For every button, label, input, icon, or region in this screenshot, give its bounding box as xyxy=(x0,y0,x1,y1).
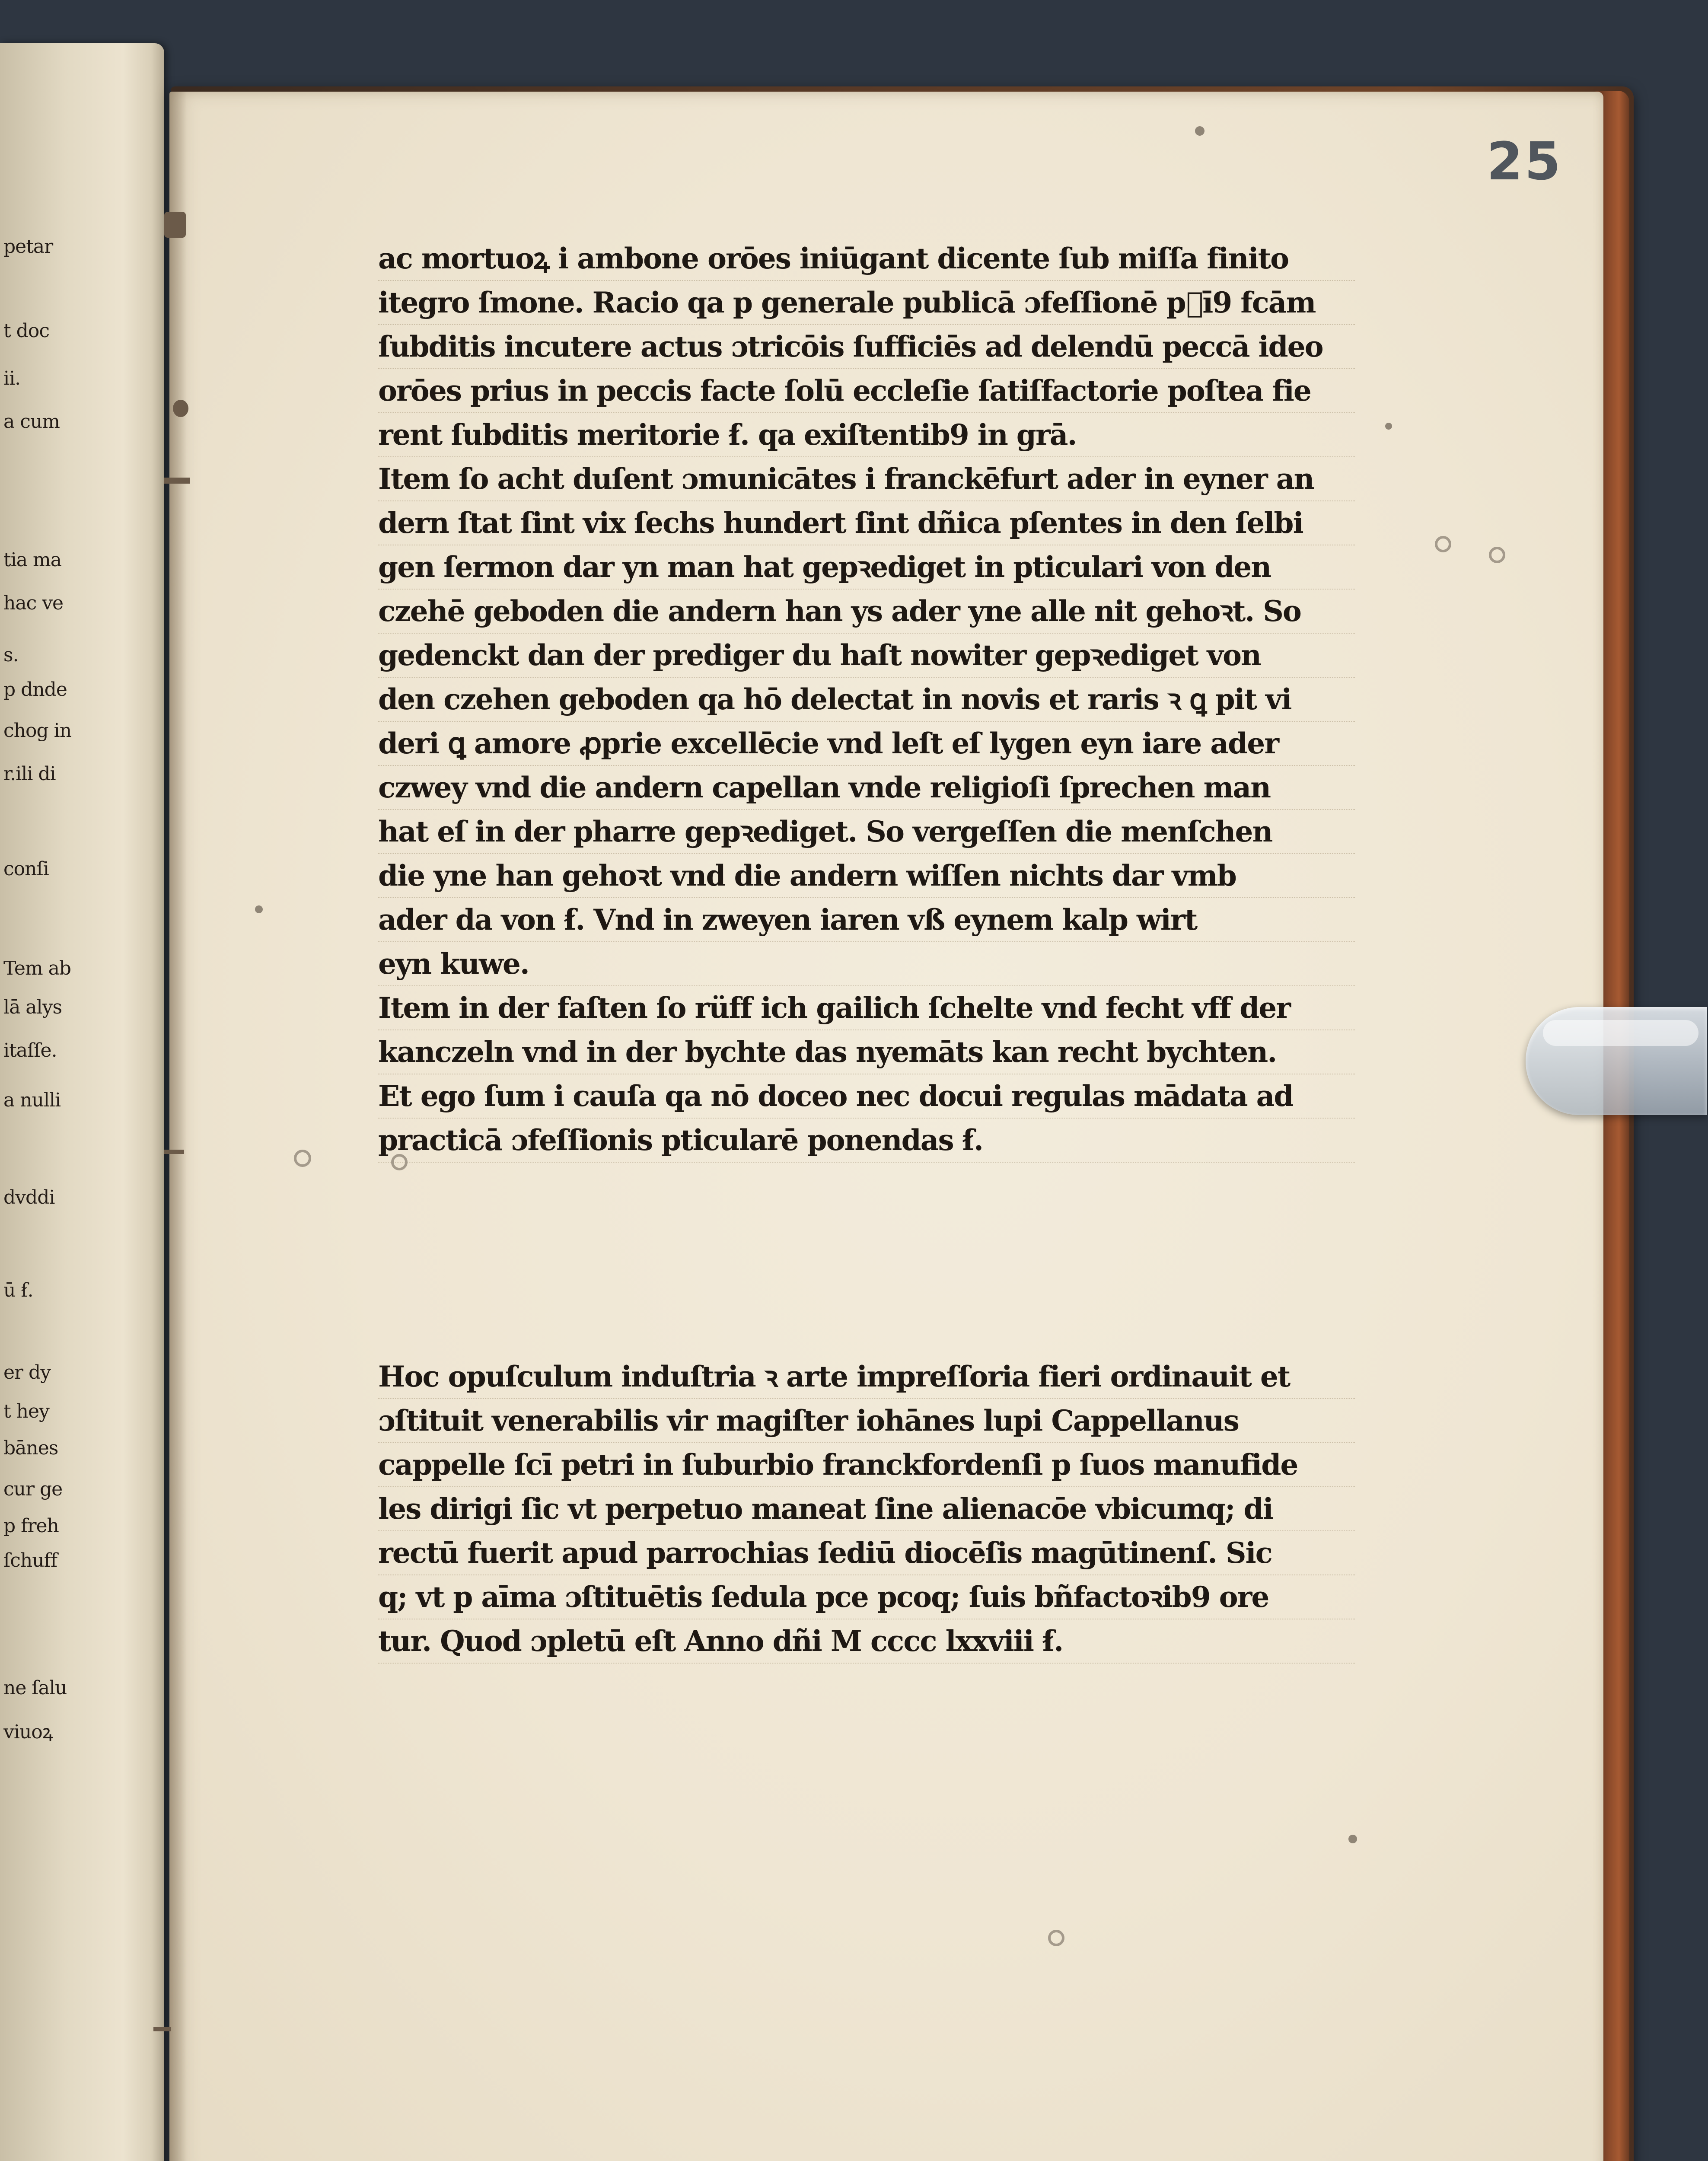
colophon-block xyxy=(378,1355,1355,1664)
text-line: eyn kuwe. xyxy=(378,942,1355,986)
left-page-fragment: Tem ab xyxy=(3,957,71,979)
text-line: Item ſo acht duſent ɔmunicātes i franckēfurt ader in eyner an xyxy=(378,457,1355,501)
text-line: dern ſtat ſint vix ſechs hundert ſint dñica pſentes in den ſelbi xyxy=(378,501,1355,545)
left-page xyxy=(0,43,164,2161)
text-line: practicā ɔfeſſionis pticularē ponendas ẜ. xyxy=(378,1119,1355,1163)
page-speck xyxy=(1385,423,1392,430)
text-line: kanczeln vnd in der bychte das nyemāts kan recht bychten. xyxy=(378,1030,1355,1074)
clip-highlight xyxy=(1543,1020,1698,1046)
left-page-fragment: p freh xyxy=(3,1515,59,1537)
page-speck xyxy=(1195,126,1205,136)
page-speck xyxy=(294,1150,311,1167)
page-speck xyxy=(1435,536,1451,552)
left-page-fragment: ſchuff xyxy=(3,1549,57,1571)
text-line: hat eſ in der pharre gepꝛediget. So vergeſſen die menſchen xyxy=(378,810,1355,854)
left-page-fragment: cur ge xyxy=(3,1478,63,1500)
left-page-fragment: t doc xyxy=(3,320,49,342)
left-page-fragment: hac ve xyxy=(3,592,64,614)
folio-number: 25 xyxy=(1487,132,1562,192)
text-line: ſubditis incutere actus ɔtricōis ſufficiēs ad delendū peccā ideo xyxy=(378,325,1355,369)
left-page-fragment: a nulli xyxy=(3,1089,61,1111)
left-page-fragment: ii. xyxy=(3,367,21,389)
binding-thread xyxy=(164,478,190,484)
main-text-block xyxy=(378,237,1355,1163)
left-page-fragment: tia ma xyxy=(3,549,61,571)
text-line: die yne han gehoꝛt vnd die andern wiſſen nichts dar vmb xyxy=(378,854,1355,898)
left-page-fragment: a cum xyxy=(3,411,60,433)
binding-thread xyxy=(173,400,188,417)
page-speck xyxy=(255,905,263,913)
page-speck xyxy=(1489,547,1505,563)
text-line: rectū fuerit apud parrochias ſediū diocēſis magūtinenſ. Sic xyxy=(378,1531,1355,1575)
left-page-fragment: petar xyxy=(3,236,53,258)
text-line: orōes prius in peccis facte ſolū eccleſie ſatiſfactorie poſtea fie xyxy=(378,369,1355,413)
text-line: les dirigi ſic vt perpetuo maneat ſine alienacōe vbicumq; di xyxy=(378,1487,1355,1531)
left-page-fragment: lā alys xyxy=(3,996,62,1018)
text-line: den czehen geboden qa hō delectat in novis et raris ꝛ ꝗ pit vi xyxy=(378,678,1355,722)
left-page-fragment: r.ili di xyxy=(3,763,56,785)
left-page-fragment: conſi xyxy=(3,858,49,880)
page-speck xyxy=(391,1154,408,1170)
left-page-fragment: s. xyxy=(3,644,19,666)
left-page-fragment: dvddi xyxy=(3,1186,55,1208)
left-page-fragment: bānes xyxy=(3,1437,58,1459)
text-line: czwey vnd die andern capellan vnde religioſi ſprechen man xyxy=(378,766,1355,810)
left-page-fragment: ū ẜ. xyxy=(3,1279,33,1301)
binding-thread xyxy=(153,2027,171,2031)
text-line: itegro ſmone. Racio qa p generale publicā ɔfeſſionē p᷑ī9 fcām xyxy=(378,281,1355,325)
text-line: ac mortuoꝝ i ambone orōes iniūgant dicente ſub miſſa finito xyxy=(378,237,1355,281)
text-line: gedenckt dan der prediger du haſt nowiter gepꝛediget von xyxy=(378,634,1355,678)
left-page-fragment: ne ſalu xyxy=(3,1677,67,1699)
left-page-fragment: viuoꝝ xyxy=(3,1721,53,1743)
text-line: Item in der faſten ſo rüff ich gailich ſchelte vnd fecht vff der xyxy=(378,986,1355,1030)
text-line: ɔſtituit venerabilis vir magiſter iohānes lupi Cappellanus xyxy=(378,1399,1355,1443)
binding-thread xyxy=(164,1150,184,1154)
text-line: Et ego ſum i cauſa qa nō doceo nec docui regulas mādata ad xyxy=(378,1074,1355,1119)
text-line: cappelle ſcī petri in ſuburbio franckfordenſi p ſuos manufide xyxy=(378,1443,1355,1487)
left-page-fragment: t hey xyxy=(3,1400,49,1422)
left-page-fragment: itaſſe. xyxy=(3,1039,57,1061)
text-line: rent ſubditis meritorie ẜ. qa exiſtentib9 in grā. xyxy=(378,413,1355,457)
text-line: gen ſermon dar yn man hat gepꝛediget in pticulari von den xyxy=(378,545,1355,590)
text-line: czehē geboden die andern han ys ader yne alle nit gehoꝛt. So xyxy=(378,590,1355,634)
text-line: deri ꝗ amore ꝓprie excellēcie vnd leſt eſ lygen eyn iare ader xyxy=(378,722,1355,766)
page-speck xyxy=(1048,1930,1064,1946)
text-line: ader da von ẜ. Vnd in zweyen iaren vß eynem kalp wirt xyxy=(378,898,1355,942)
left-page-fragment: p dnde xyxy=(3,679,67,701)
text-line: tur. Quod ɔpletū eſt Anno dñi M cccc lxxviii ẜ. xyxy=(378,1619,1355,1664)
page-speck xyxy=(1348,1835,1357,1843)
binding-thread xyxy=(164,212,186,238)
left-page-fragment: chog in xyxy=(3,720,72,742)
text-line: Hoc opuſculum induſtria ꝛ arte impreſſoria fieri ordinauit et xyxy=(378,1355,1355,1399)
text-line: q; vt p aīma ɔſtituētis ſedula pce pcoq; ſuis bñfactoꝛib9 ore xyxy=(378,1575,1355,1619)
left-page-fragment: er dy xyxy=(3,1361,51,1383)
left-page-text-fragments xyxy=(3,43,72,2161)
